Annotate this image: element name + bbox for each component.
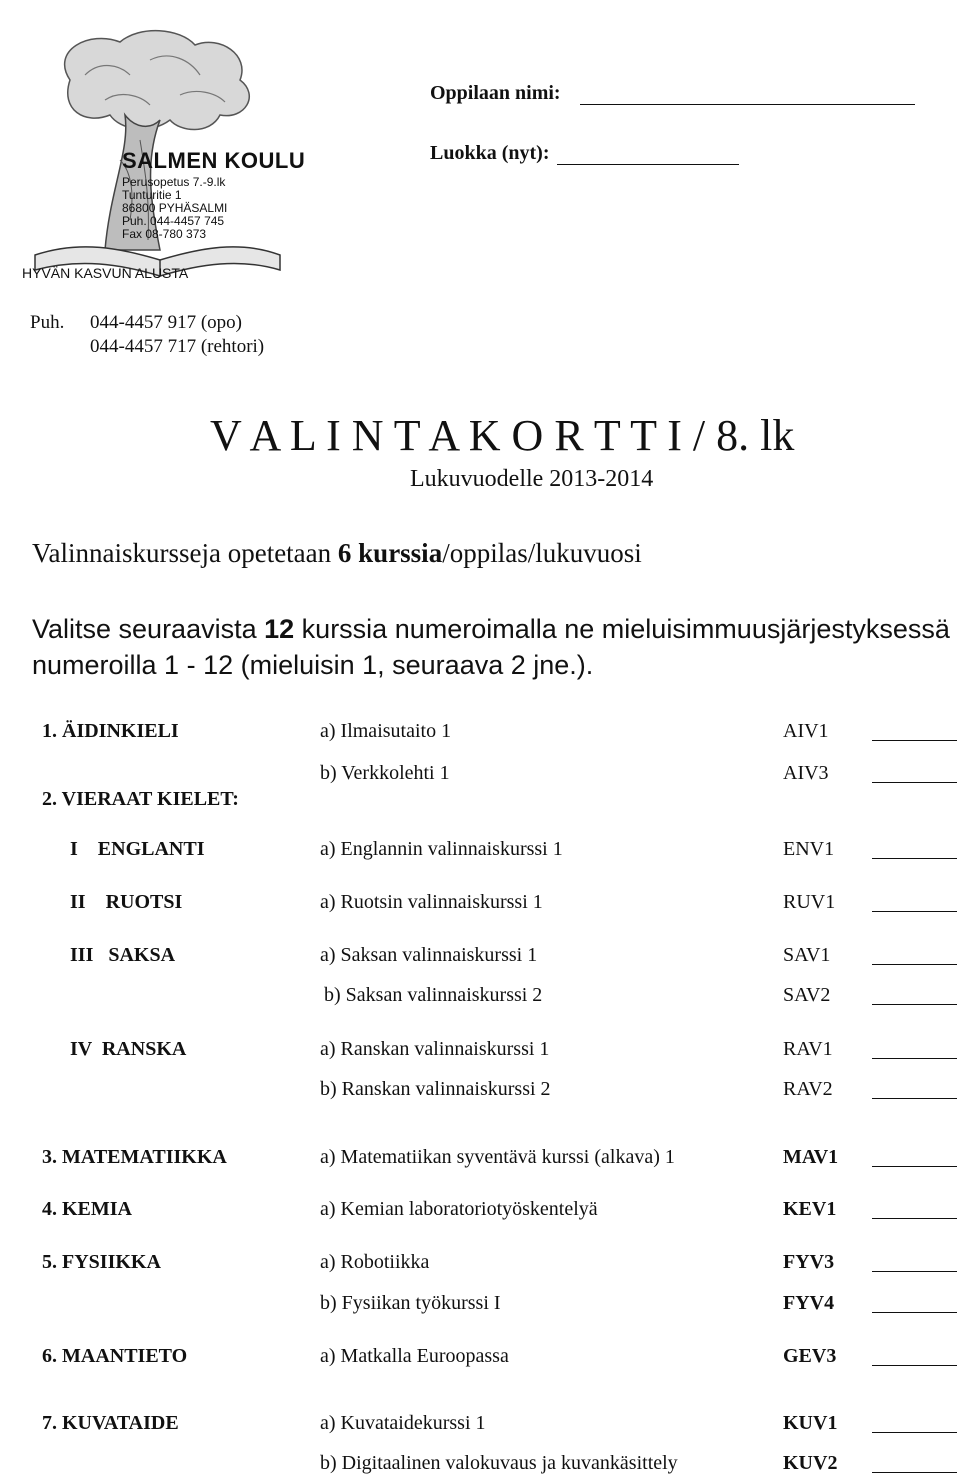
course-code: FYV3 <box>783 1251 835 1273</box>
course-rank-field[interactable] <box>872 911 957 912</box>
course-name: b) Verkkolehti 1 <box>320 762 450 784</box>
class-field[interactable] <box>557 164 739 165</box>
instruction-post: kurssia numeroimalla ne mieluisimmuusjärjestyksessä <box>294 614 950 644</box>
course-code: RUV1 <box>783 891 836 913</box>
course-code: KEV1 <box>783 1198 837 1220</box>
course-code: SAV1 <box>783 944 831 966</box>
course-rank-field[interactable] <box>872 964 957 965</box>
school-logo <box>10 20 310 290</box>
logo-line: Perusopetus 7.-9.lk <box>122 175 226 189</box>
phone-opo: 044-4457 917 (opo) <box>90 312 242 333</box>
course-code: FYV4 <box>783 1292 835 1314</box>
course-name: a) Ilmaisutaito 1 <box>320 720 452 742</box>
page-subtitle: Lukuvuodelle 2013-2014 <box>410 466 654 492</box>
section-label: I ENGLANTI <box>70 838 205 860</box>
course-code: ENV1 <box>783 838 835 860</box>
student-name-label: Oppilaan nimi: <box>430 82 561 104</box>
course-code: SAV2 <box>783 984 831 1006</box>
instruction-text <box>32 614 950 645</box>
course-name: b) Ranskan valinnaiskurssi 2 <box>320 1078 551 1100</box>
course-name: b) Fysiikan työkurssi I <box>320 1292 501 1314</box>
section-label: II RUOTSI <box>70 891 183 913</box>
course-rank-field[interactable] <box>872 1432 957 1433</box>
page-title: V A L I N T A K O R T T I / 8. lk <box>210 411 795 460</box>
course-code: AIV3 <box>783 762 829 784</box>
phone-label: Puh. <box>30 312 65 333</box>
course-name: a) Kuvataidekurssi 1 <box>320 1412 486 1434</box>
instruction-line2: numeroilla 1 - 12 (mieluisin 1, seuraava 2 jne.). <box>32 650 594 680</box>
course-rank-field[interactable] <box>872 782 957 783</box>
student-name-field[interactable] <box>580 104 915 105</box>
course-rank-field[interactable] <box>872 1058 957 1059</box>
course-rank-field[interactable] <box>872 1098 957 1099</box>
course-name: a) Kemian laboratoriotyöskentelyä <box>320 1198 598 1220</box>
section-label: IV RANSKA <box>70 1038 187 1060</box>
info-text <box>32 538 642 569</box>
logo-line: Fax 08-780 373 <box>122 227 207 241</box>
course-code: KUV2 <box>783 1452 838 1474</box>
section-label: III SAKSA <box>70 944 176 966</box>
course-code: RAV2 <box>783 1078 833 1100</box>
course-rank-field[interactable] <box>872 740 957 741</box>
course-name: a) Saksan valinnaiskurssi 1 <box>320 944 538 966</box>
course-code: KUV1 <box>783 1412 838 1434</box>
instruction-pre: Valitse seuraavista <box>32 614 265 644</box>
section-label: 6. MAANTIETO <box>42 1345 188 1367</box>
info-bold: 6 kurssia <box>337 538 443 568</box>
logo-line: 86800 PYHÄSALMI <box>122 201 228 215</box>
course-rank-field[interactable] <box>872 1218 957 1219</box>
section-label: 7. KUVATAIDE <box>42 1412 179 1434</box>
course-name: b) Digitaalinen valokuvaus ja kuvankäsittely <box>320 1452 678 1474</box>
info-post: /oppilas/lukuvuosi <box>442 538 642 568</box>
course-rank-field[interactable] <box>872 1004 957 1005</box>
course-name: b) Saksan valinnaiskurssi 2 <box>324 984 543 1006</box>
instruction-bold: 12 <box>264 614 295 644</box>
section-label: 2. VIERAAT KIELET: <box>42 788 239 810</box>
logo-motto: HYVÄN KASVUN ALUSTA <box>22 265 189 281</box>
phone-rehtori: 044-4457 717 (rehtori) <box>90 336 265 357</box>
info-pre: Valinnaiskursseja opetetaan <box>32 538 338 568</box>
section-label: 1. ÄIDINKIELI <box>42 720 179 742</box>
section-label: 4. KEMIA <box>42 1198 132 1220</box>
class-label: Luokka (nyt): <box>430 142 550 164</box>
course-code: RAV1 <box>783 1038 833 1060</box>
course-rank-field[interactable] <box>872 1271 957 1272</box>
logo-school-name: SALMEN KOULU <box>122 148 306 173</box>
course-name: a) Matkalla Euroopassa <box>320 1345 509 1367</box>
course-name: a) Ranskan valinnaiskurssi 1 <box>320 1038 550 1060</box>
course-name: a) Robotiikka <box>320 1251 430 1273</box>
course-name: a) Matematiikan syventävä kurssi (alkava) 1 <box>320 1146 675 1168</box>
logo-line: Puh. 044-4457 745 <box>122 214 225 228</box>
course-code: GEV3 <box>783 1345 837 1367</box>
course-rank-field[interactable] <box>872 1472 957 1473</box>
course-rank-field[interactable] <box>872 1312 957 1313</box>
course-rank-field[interactable] <box>872 858 957 859</box>
section-label: 5. FYSIIKKA <box>42 1251 161 1273</box>
logo-line: Tunturitie 1 <box>122 188 182 202</box>
course-name: a) Ruotsin valinnaiskurssi 1 <box>320 891 543 913</box>
course-code: MAV1 <box>783 1146 839 1168</box>
course-code: AIV1 <box>783 720 829 742</box>
course-name: a) Englannin valinnaiskurssi 1 <box>320 838 563 860</box>
course-rank-field[interactable] <box>872 1365 957 1366</box>
course-rank-field[interactable] <box>872 1166 957 1167</box>
section-label: 3. MATEMATIIKKA <box>42 1146 227 1168</box>
